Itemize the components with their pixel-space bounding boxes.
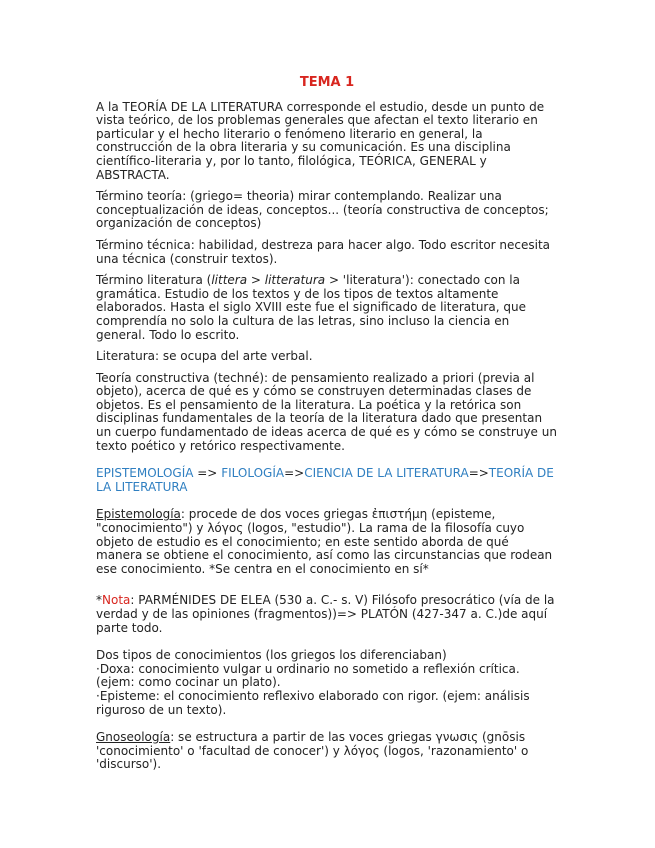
italic-litteratura: litteratura <box>264 273 326 288</box>
chain-arrow: => <box>193 466 222 481</box>
tipos-line: ·Episteme: el conocimiento reflexivo elaborado con rigor. (ejem: análisis riguroso de un texto). <box>96 688 530 717</box>
chain-teoria-literatura: TEORÍA DE LA LITERATURA <box>96 466 554 494</box>
page-title: TEMA 1 <box>299 75 355 90</box>
text-run: > 'literatura'): conectado con la gramática. Estudio de los textos y de los tipos de textos altamente elaborados. Hasta el siglo XVIII este fue el significado de literatura, que comprendía no solo la cultura de las letras, sino incluso la ciencia en general. Todo lo escrito. <box>96 273 526 342</box>
chain-arrow: => <box>284 466 305 481</box>
text-run: Término literatura ( <box>96 273 212 288</box>
intro-paragraph: A la TEORÍA DE LA LITERATURA corresponde el estudio, desde un punto de vista teórico, de los problemas generales que afectan el texto literario en particular y el hecho literario o fenómeno literario en general, la construcción de la obra literaria y su comunicación. Es una disciplina científico-literaria y, por lo tanto, filológica, TEÓRICA, GENERAL y ABSTRACTA. <box>96 99 545 182</box>
text-run: : procede de dos voces griegas ἐπιστήμη (episteme, "conocimiento") y λόγος (logos, "estudio"). La rama de la filosofía cuyo objeto de estudio es el conocimiento; en este sentido aborda de qué manera se obtiene el conocimiento, así como las circunstancias que rodean ese conocimiento. *Se centra en el conocimiento en sí* <box>96 507 553 576</box>
teoria-constructiva-paragraph: Teoría constructiva (techné): de pensamiento realizado a priori (previa al objeto), acerca de qué es y cómo se construyen determinadas clases de objetos. Es el pensamiento de la literatura. La poética y la retórica son disciplinas fundamentales de la teoría de la literatura dado que presentan un cuerpo fundamentado de ideas acerca de qué es y cómo se construye un texto poético y retórico respectivamente. <box>96 370 557 453</box>
tipos-line: Dos tipos de conocimientos (los griegos los diferenciaban) <box>96 648 447 663</box>
chain-filologia: FILOLOGÍA <box>221 466 285 481</box>
gnoseologia-term: Gnoseología <box>96 730 171 745</box>
nota-label: Nota <box>102 593 131 608</box>
gnoseologia-paragraph <box>96 731 558 772</box>
discipline-chain <box>96 467 558 494</box>
chain-epistemologia: EPISTEMOLOGÍA <box>96 466 194 481</box>
nota-star: * <box>96 593 102 608</box>
text-run: > <box>247 273 265 288</box>
text-run: : PARMÉNIDES DE ELEA (530 a. C.- s. V) Filósofo presocrático (vía de la verdad y de las opiniones (fragmentos))=> PLATÓN (427-347 a. C.)de aquí parte todo. <box>96 593 555 635</box>
literatura-paragraph <box>96 274 558 342</box>
epistemologia-paragraph <box>96 508 558 576</box>
text-run: : se estructura a partir de las voces griegas γνωσις (gnōsis 'conocimiento' o 'facultad de conocer') y λόγος (logos, 'razonamiento' o 'discurso'). <box>96 730 529 772</box>
tecnica-paragraph: Término técnica: habilidad, destreza para hacer algo. Todo escritor necesita una técnica (construir textos). <box>96 237 551 266</box>
nota-paragraph <box>96 594 558 635</box>
epistemologia-term: Epistemología <box>96 507 181 522</box>
chain-ciencia-literatura: CIENCIA DE LA LITERATURA <box>304 466 469 481</box>
arte-verbal-paragraph: Literatura: se ocupa del arte verbal. <box>96 349 313 364</box>
chain-arrow: => <box>468 466 489 481</box>
tipos-conocimiento-paragraph <box>96 649 558 717</box>
tipos-line: ·Doxa: conocimiento vulgar u ordinario no sometido a reflexión crítica. (ejem: como cocinar un plato). <box>96 661 520 690</box>
document-page <box>96 72 558 780</box>
italic-littera: littera <box>211 273 248 288</box>
teoria-paragraph: Término teoría: (griego= theoria) mirar contemplando. Realizar una conceptualización de ideas, conceptos... (teoría constructiva de conceptos; organización de conceptos) <box>96 189 549 231</box>
